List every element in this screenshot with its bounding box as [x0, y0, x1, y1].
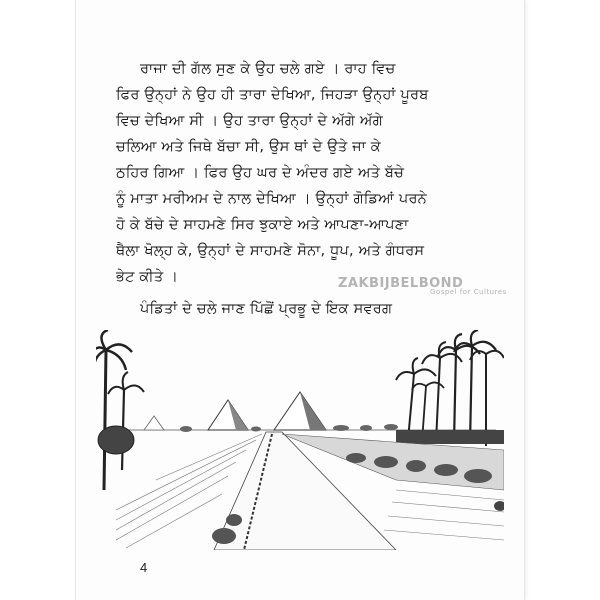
text-line-1: ਰਾਜਾ ਦੀ ਗੱਲ ਸੁਣ ਕੇ ਉਹ ਚਲੇ ਗਏ । ਰਾਹ ਵਿਚ	[140, 61, 396, 77]
palm-trees-right	[396, 330, 504, 446]
text-line-4: ਚਲਿਆ ਅਤੇ ਜਿਥੇ ਬੱਚਾ ਸੀ, ਉਸ ਥਾਂ ਦੇ ਉਤੇ ਜਾ ਕੇ	[116, 139, 381, 155]
pyramid-right	[274, 392, 326, 430]
publisher-watermark	[338, 276, 507, 296]
next-paragraph-line: ਪੰਡਿਤਾਂ ਦੇ ਚਲੇ ਜਾਣ ਪਿੱਛੋਂ ਪ੍ਰਭੂ ਦੇ ਇਕ ਸਵਰਗ	[140, 301, 393, 317]
palm-trees-left	[96, 330, 144, 490]
page-number: 4	[140, 560, 148, 575]
text-line-9: ਭੇਟ ਕੀਤੇ ।	[116, 269, 179, 285]
text-line-8: ਥੈਲਾ ਖੋਲ੍ਹ ਕੇ, ਉਨ੍ਹਾਂ ਦੇ ਸਾਹਮਣੇ ਸੋਨਾ, ਧੂਪ, ਅਤੇ ਗੰਧਰਸ	[116, 243, 425, 259]
text-line-6: ਨੂੰ ਮਾਤਾ ਮਰੀਅਮ ਦੇ ਨਾਲ ਦੇਖਿਆ । ਉਨ੍ਹਾਂ ਗੋਡਿਆਂ ਪਰਨੇ	[116, 191, 427, 207]
text-line-2: ਫਿਰ ਉਨ੍ਹਾਂ ਨੇ ਉਹ ਹੀ ਤਾਰਾ ਦੇਖਿਆ, ਜਿਹੜਾ ਉਨ੍ਹਾਂ ਪੂਰਬ	[116, 87, 429, 103]
desert-road-illustration	[96, 330, 504, 550]
book-page	[76, 0, 524, 600]
text-line-7: ਹੋ ਕੇ ਬੱਚੇ ਦੇ ਸਾਹਮਣੇ ਸਿਰ ਝੁਕਾਏ ਅਤੇ ਆਪਣਾ-ਆਪਣਾ	[116, 217, 409, 233]
text-line-3: ਵਿਚ ਦੇਖਿਆ ਸੀ । ਉਹ ਤਾਰਾ ਉਨ੍ਹਾਂ ਦੇ ਅੱਗੇ ਅੱਗੇ	[116, 113, 383, 129]
pyramid-left	[208, 400, 248, 430]
watermark-brand: ZAKBIJBELBOND	[338, 276, 464, 291]
watermark-tagline: Gospel for Cultures	[430, 288, 507, 296]
text-line-5: ਠਹਿਰ ਗਿਆ । ਫਿਰ ਉਹ ਘਰ ਦੇ ਅੰਦਰ ਗਏ ਅਤੇ ਬੱਚੇ	[116, 165, 405, 181]
